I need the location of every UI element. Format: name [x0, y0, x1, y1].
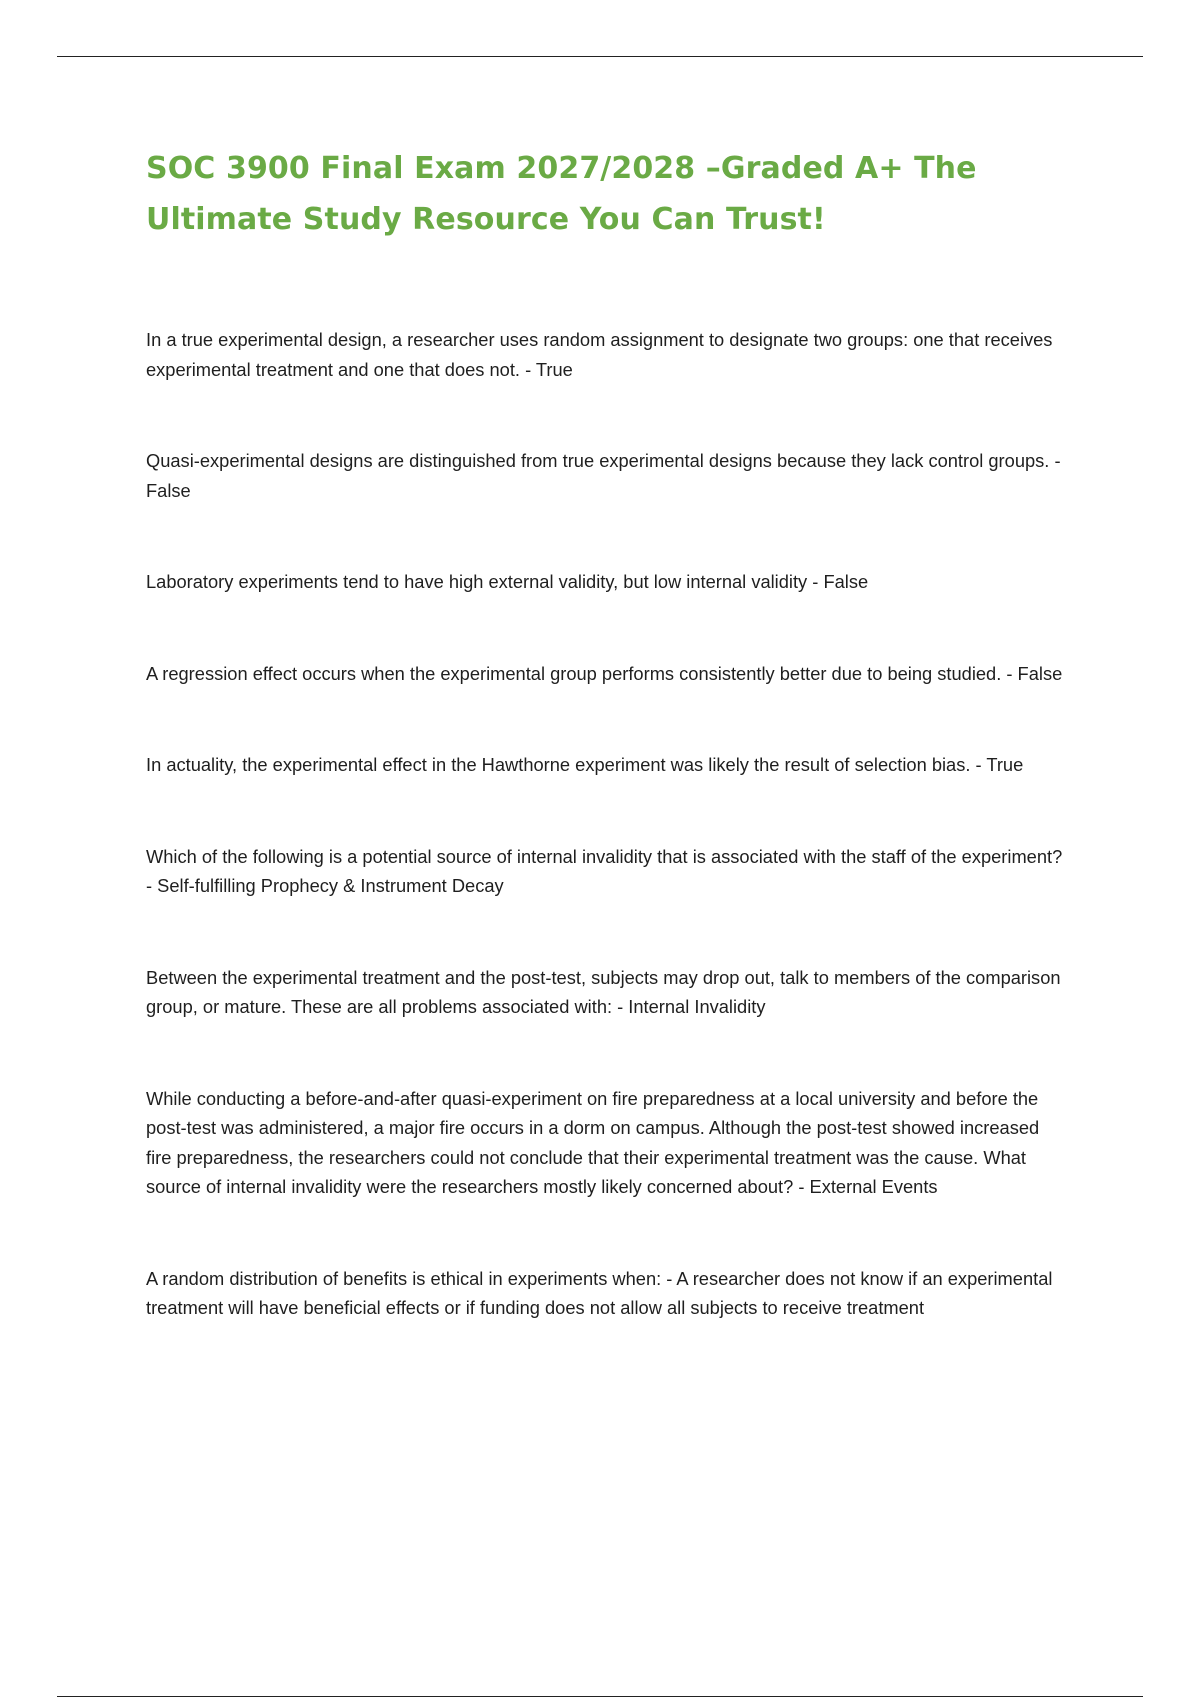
- question-item: Between the experimental treatment and the post-test, subjects may drop out, talk to members of the comparison group, or mature. These are all problems associated with: - Internal Invalidity: [146, 966, 1061, 1017]
- question-item: In a true experimental design, a researcher uses random assignment to designate two groups: one that receives experimental treatment and one that does not. - True: [146, 329, 1053, 380]
- header-rule: [57, 56, 1143, 57]
- footer-rule: [57, 1696, 1143, 1697]
- document-body: [146, 143, 1066, 1385]
- question-item: Which of the following is a potential source of internal invalidity that is associated with the staff of the experiment? - Self-fulfilling Prophecy & Instrument Decay: [146, 845, 1063, 896]
- question-item: While conducting a before-and-after quasi-experiment on fire preparedness at a local university and before the post-test was administered, a major fire occurs in a dorm on campus. Although the post-test showed increased fire preparedness, the researchers could not conclude that their experimental treatment was the cause. What source of internal invalidity were the researchers mostly likely concerned about? - External Events: [146, 1087, 1040, 1197]
- question-item: A random distribution of benefits is ethical in experiments when: - A researcher does not know if an experimental treatment will have beneficial effects or if funding does not allow all subjects to receive treatment: [146, 1267, 1053, 1318]
- question-item: In actuality, the experimental effect in the Hawthorne experiment was likely the result of selection bias. - True: [146, 754, 1024, 775]
- question-item: Laboratory experiments tend to have high external validity, but low internal validity - False: [146, 571, 869, 592]
- document-title: SOC 3900 Final Exam 2027/2028 –Graded A+ The Ultimate Study Resource You Can Trust!: [146, 151, 977, 237]
- question-list: [146, 325, 1066, 1323]
- question-item: A regression effect occurs when the experimental group performs consistently better due to being studied. - False: [146, 662, 1063, 684]
- question-item: Quasi-experimental designs are distinguished from true experimental designs because they lack control groups. - False: [146, 450, 1061, 501]
